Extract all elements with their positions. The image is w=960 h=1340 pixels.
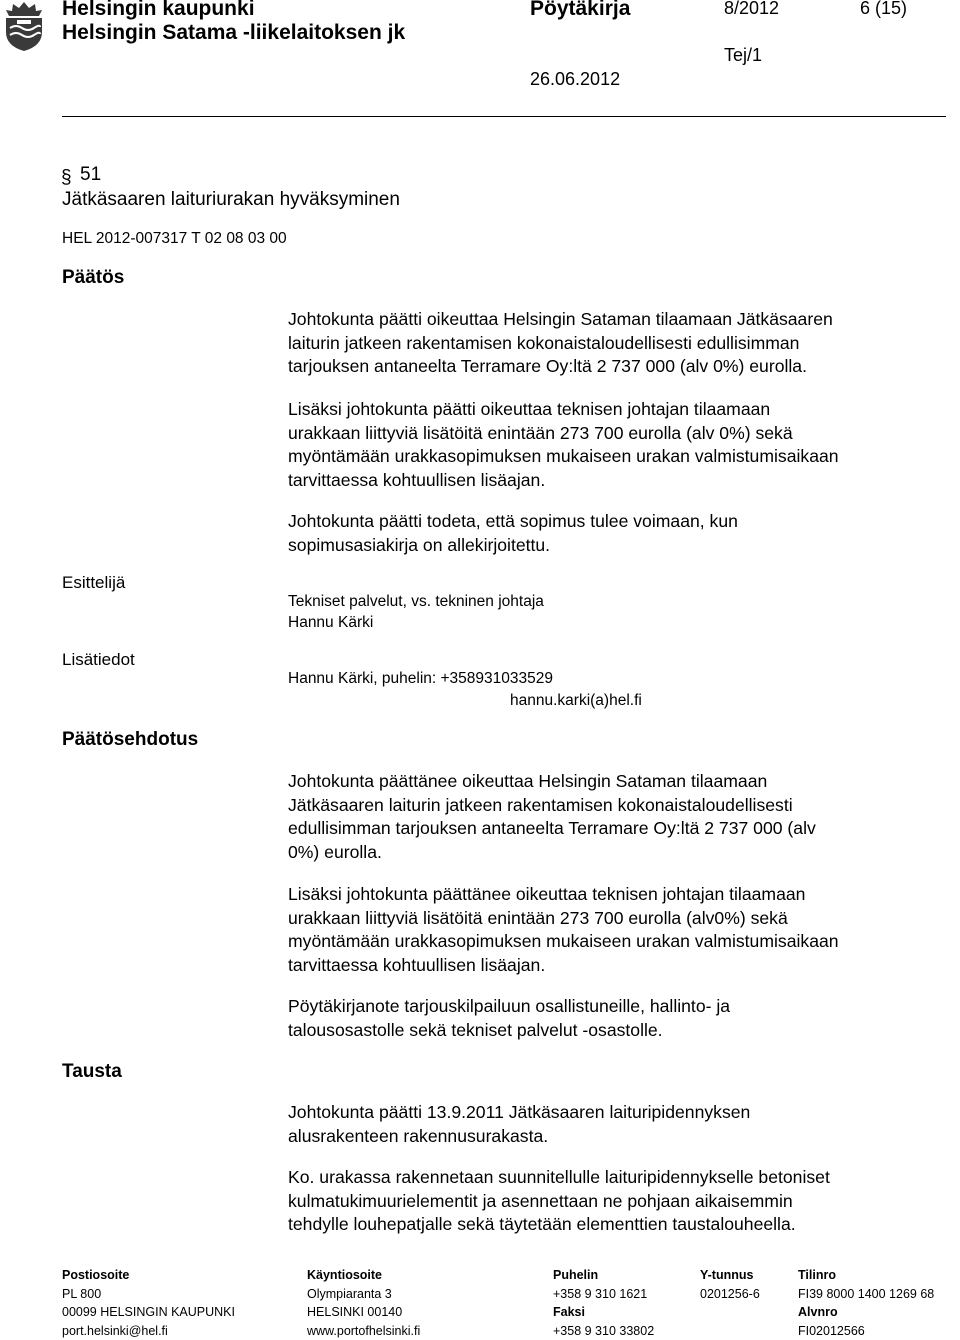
footer-business-id: Y-tunnus 0201256-6 (700, 1268, 760, 1301)
presenter-role: Tekniset palvelut, vs. tekninen johtaja (288, 593, 544, 610)
helsinki-coat-of-arms-logo (2, 0, 46, 52)
header-doc-number: 8/2012 (724, 0, 780, 18)
decision-paragraph-2: Lisäksi johtokunta päätti oikeuttaa teknisen johtajan tilaamaan urakkaan liittyviä lisätöitä enintään 273 700 eurolla (alv 0%) sekä myöntämään urakkasopimuksen mukaiseen urakan valmistumisaikaan tarvittaessa kohtuullisen lisäajan. (288, 399, 839, 490)
header-unit: Helsingin Satama -liikelaitoksen jk (62, 21, 406, 44)
footer-visiting-address: Käyntiosoite Olympiaranta 3 HELSINKI 00140 www.portofhelsinki.fi (307, 1266, 420, 1340)
contact-email[interactable]: hannu.karki(a)hel.fi (510, 692, 642, 709)
proposal-paragraph-2: Lisäksi johtokunta päättänee oikeuttaa teknisen johtajan tilaamaan urakkaan liittyviä lisätöitä enintään 273 700 eurolla (alv0%) sekä myöntämään urakkasopimuksen mukaiseen urakan valmistumisaikaan tarvittaessa kohtuullisen lisäajan. (288, 884, 839, 975)
header-section-code: Tej/1 (724, 45, 763, 65)
background-paragraph-2: Ko. urakassa rakennetaan suunnitellulle laituripidennykselle betoniset kulmatukimuurielementit ja asennettaan ne pohjaan aikaisemmin tehdylle louhepatjalle sekä täytetään elementtien taustalouheella. (288, 1167, 830, 1235)
footer-email[interactable]: port.helsinki@hel.fi (62, 1323, 168, 1338)
item-title: Jätkäsaaren laituriurakan hyväksyminen (62, 189, 400, 210)
label-background: Tausta (62, 1061, 122, 1082)
label-more-info: Lisätiedot (62, 650, 135, 669)
label-proposal: Päätösehdotus (62, 729, 199, 750)
contact-phone: Hannu Kärki, puhelin: +358931033529 (288, 670, 554, 687)
section-mark-icon (61, 168, 75, 186)
header-org: Helsingin kaupunki (62, 0, 255, 20)
decision-paragraph-1: Johtokunta päätti oikeuttaa Helsingin Sataman tilaamaan Jätkäsaaren laiturin jatkeen rakentamisen kokonaistaloudellisesti edullisimman tarjouksen antaneelta Terramare Oy:ltä 2 737 000 (alv 0%) eurolla. (288, 309, 833, 377)
header-doc-type: Pöytäkirja (530, 0, 631, 20)
label-presenter: Esittelijä (62, 573, 126, 592)
proposal-paragraph-3: Pöytäkirjanote tarjouskilpailuun osallistuneille, hallinto- ja talousosastolle sekä tekniset palvelut -osastolle. (288, 996, 731, 1040)
footer-phone: Puhelin +358 9 310 1621 Faksi +358 9 310 33802 (553, 1268, 655, 1338)
presenter-name: Hannu Kärki (288, 614, 374, 631)
header-divider (62, 116, 946, 117)
decision-paragraph-3: Johtokunta päätti todeta, että sopimus tulee voimaan, kun sopimusasiakirja on allekirjoitettu. (288, 511, 738, 555)
footer-postal-address: Postiosoite PL 800 00099 HELSINGIN KAUPUNKI port.helsinki@hel.fi (62, 1266, 235, 1340)
item-number: 51 (80, 164, 102, 185)
header-page-number: 6 (15) (860, 0, 908, 18)
item-reference: HEL 2012-007317 T 02 08 03 00 (62, 230, 287, 247)
proposal-paragraph-1: Johtokunta päättänee oikeuttaa Helsingin Sataman tilaamaan Jätkäsaaren laiturin jatkeen rakentamisen kokonaistaloudellisesti edullisimman tarjouksen antaneelta Terramare Oy:ltä 2 737 000 (alv 0%) eurolla. (288, 771, 816, 862)
background-paragraph-1: Johtokunta päätti 13.9.2011 Jätkäsaaren laituripidennyksen alusrakenteen rakennusurakasta. (288, 1102, 751, 1146)
footer-website[interactable]: www.portofhelsinki.fi (307, 1323, 421, 1338)
svg-text:§: § (61, 168, 72, 186)
label-decision: Päätös (62, 267, 125, 288)
header-date: 26.06.2012 (530, 69, 621, 89)
footer-bank: Tilinro FI39 8000 1400 1269 68 Alvnro FI02012566 (798, 1268, 935, 1338)
